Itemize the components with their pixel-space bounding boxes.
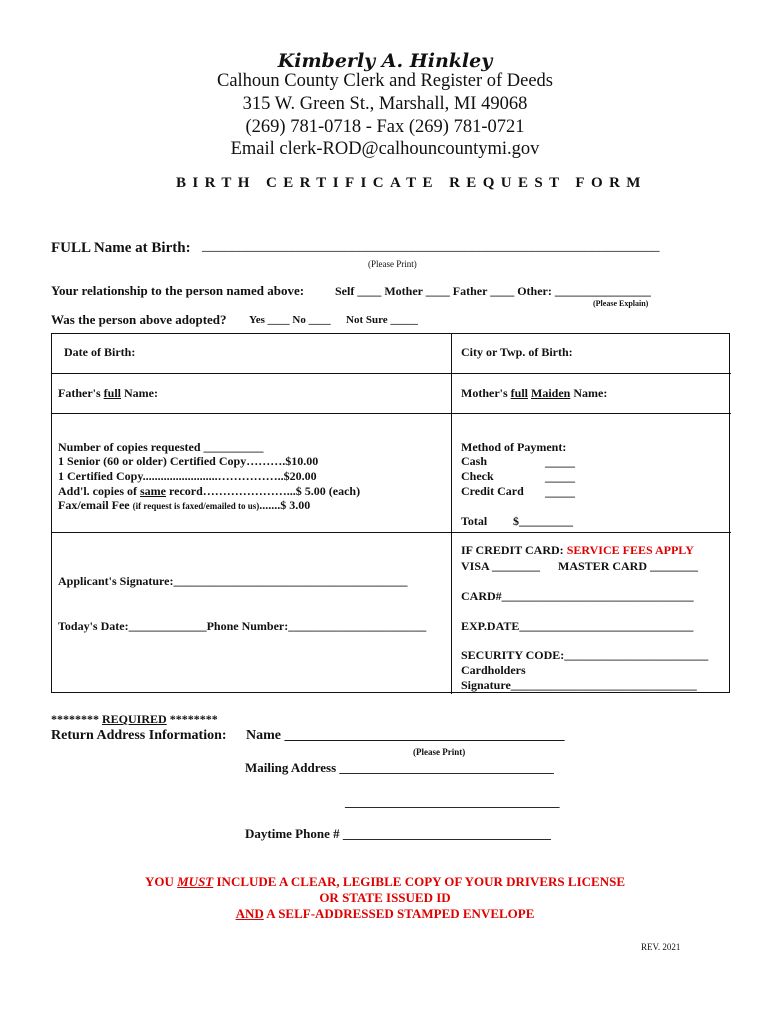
- row-divider: [51, 413, 731, 414]
- mailing-address-line2[interactable]: _________________________________: [345, 794, 560, 809]
- full-name-label: FULL Name at Birth:: [51, 240, 191, 256]
- applicant-signature-field[interactable]: Applicant's Signature:_______________________________________: [58, 574, 408, 588]
- credit-card-heading: IF CREDIT CARD: SERVICE FEES APPLY: [461, 543, 694, 557]
- office-address: 315 W. Green St., Marshall, MI 49068: [242, 94, 528, 114]
- expiration-date-field[interactable]: EXP.DATE_____________________________: [461, 619, 694, 633]
- city-of-birth-field[interactable]: City or Twp. of Birth:: [461, 345, 573, 359]
- todays-date-phone-field[interactable]: Today's Date:_____________Phone Number:_______________________: [58, 619, 427, 633]
- full-name-field[interactable]: _____________________________________________________________: [202, 238, 660, 254]
- card-type-field[interactable]: VISA ________ MASTER CARD ________: [461, 559, 699, 573]
- payment-method-label: Method of Payment:: [461, 440, 567, 454]
- envelope-notice: AND A SELF-ADDRESSED STAMPED ENVELOPE: [235, 906, 535, 921]
- required-banner: ******** REQUIRED ********: [51, 712, 218, 726]
- payment-cash-label: Cash: [461, 454, 488, 468]
- relationship-hint: (Please Explain): [593, 299, 649, 308]
- revision-label: REV. 2021: [641, 942, 681, 952]
- payment-check-label: Check: [461, 469, 494, 483]
- father-name-field[interactable]: Father's full Name:: [58, 386, 158, 400]
- total-field[interactable]: $_________: [513, 514, 573, 528]
- license-notice: YOU MUST INCLUDE A CLEAR, LEGIBLE COPY OF YOUR DRIVERS LICENSE: [144, 874, 625, 889]
- return-address-label: Return Address Information:: [51, 728, 227, 743]
- table-divider: [451, 333, 452, 694]
- form-title: BIRTH CERTIFICATE REQUEST FORM: [176, 175, 647, 191]
- daytime-phone-field[interactable]: Daytime Phone # ________________________________: [245, 826, 551, 841]
- payment-cash-field[interactable]: _____: [545, 455, 575, 469]
- security-code-field[interactable]: SECURITY CODE:________________________: [461, 648, 709, 662]
- payment-check-field[interactable]: _____: [545, 470, 575, 484]
- senior-copy-fee: 1 Senior (60 or older) Certified Copy……….$10.00: [58, 454, 319, 468]
- row-divider: [51, 373, 731, 374]
- additional-copy-fee: Add'l. copies of same record…………………...$ 5.00 (each): [58, 484, 361, 498]
- cardholder-signature-field[interactable]: Signature_______________________________: [461, 678, 697, 692]
- return-name-field[interactable]: Name ________________________________________: [246, 728, 565, 743]
- return-name-hint: (Please Print): [413, 747, 466, 757]
- certified-copy-fee: 1 Certified Copy.........................……………..$20.00: [58, 469, 317, 483]
- relationship-label: Your relationship to the person named above:: [51, 283, 305, 298]
- office-phone: (269) 781-0718 - Fax (269) 781-0721: [245, 117, 525, 137]
- payment-credit-label: Credit Card: [461, 484, 524, 498]
- date-of-birth-field[interactable]: Date of Birth:: [64, 345, 136, 359]
- row-divider: [51, 532, 731, 533]
- office-name: Calhoun County Clerk and Register of Deeds: [216, 71, 554, 91]
- total-label: Total: [461, 514, 488, 528]
- cardholders-label: Cardholders: [461, 663, 526, 677]
- payment-credit-field[interactable]: _____: [545, 485, 575, 499]
- mother-name-field[interactable]: Mother's full Maiden Name:: [461, 386, 608, 400]
- state-id-notice: OR STATE ISSUED ID: [319, 890, 451, 905]
- adopted-label: Was the person above adopted?: [51, 312, 227, 327]
- card-number-field[interactable]: CARD#________________________________: [461, 589, 694, 603]
- adopted-not-sure[interactable]: Not Sure _____: [346, 314, 418, 326]
- copies-requested[interactable]: Number of copies requested __________: [58, 440, 264, 454]
- relationship-options[interactable]: Self ____ Mother ____ Father ____ Other: ________________: [335, 284, 651, 298]
- fax-email-fee: Fax/email Fee (if request is faxed/emailed to us).......$ 3.00: [58, 498, 311, 512]
- clerk-name: Kimberly A. Hinkley: [277, 50, 493, 72]
- full-name-hint: (Please Print): [368, 259, 417, 269]
- office-email: Email clerk-ROD@calhouncountymi.gov: [230, 139, 540, 159]
- mailing-address-field[interactable]: Mailing Address _________________________________: [245, 760, 554, 775]
- adopted-yes-no[interactable]: Yes ____ No ____: [249, 314, 331, 326]
